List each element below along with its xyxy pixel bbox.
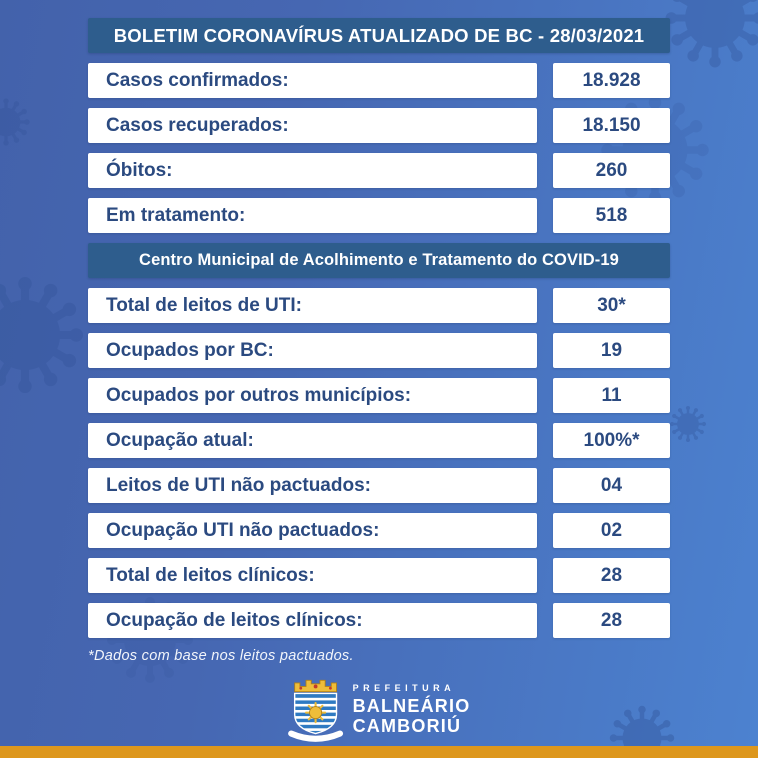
stat-row [88, 108, 670, 143]
stat-value: 02 [553, 513, 670, 548]
city-crest-icon [288, 676, 344, 744]
stat-value: 30* [553, 288, 670, 323]
stat-value: 28 [553, 603, 670, 638]
city-hall-logo-text [353, 684, 471, 736]
bulletin-panel [88, 18, 670, 664]
city-hall-logo [288, 676, 471, 744]
virus-icon [0, 277, 83, 393]
logo-city-line2: CAMBORIÚ [352, 715, 462, 736]
stat-label: Ocupados por outros municípios: [88, 378, 537, 413]
stat-row [88, 288, 670, 323]
virus-icon [0, 98, 30, 145]
stat-value: 260 [553, 153, 670, 188]
footnote: *Dados com base nos leitos pactuados. [88, 648, 354, 664]
section-title: Centro Municipal de Acolhimento e Tratamento do COVID-19 [88, 243, 670, 278]
stat-value: 18.928 [553, 63, 670, 98]
stat-row [88, 63, 670, 98]
stat-label: Óbitos: [88, 153, 537, 188]
stat-label: Em tratamento: [88, 198, 537, 233]
stat-row [88, 153, 670, 188]
stat-row [88, 378, 670, 413]
logo-city-line1: BALNEÁRIO [352, 696, 471, 717]
stat-value: 18.150 [553, 108, 670, 143]
stat-label: Casos confirmados: [88, 63, 537, 98]
stat-row [88, 558, 670, 593]
bottom-orange-stripe [0, 746, 758, 758]
stat-value: 11 [553, 378, 670, 413]
stat-row [88, 423, 670, 458]
stat-label: Casos recuperados: [88, 108, 537, 143]
virus-icon [670, 406, 706, 442]
virus-icon [666, 0, 758, 67]
stat-value: 28 [553, 558, 670, 593]
stat-value: 04 [553, 468, 670, 503]
stat-row [88, 603, 670, 638]
stat-label: Ocupados por BC: [88, 333, 537, 368]
stat-label: Total de leitos de UTI: [88, 288, 537, 323]
bulletin-title: BOLETIM CORONAVÍRUS ATUALIZADO DE BC - 28/03/2021 [88, 18, 670, 53]
logo-overline: PREFEITURA [352, 683, 456, 694]
stat-row [88, 333, 670, 368]
stat-value: 518 [553, 198, 670, 233]
stat-row [88, 198, 670, 233]
stat-value: 19 [553, 333, 670, 368]
stat-label: Ocupação atual: [88, 423, 537, 458]
stat-value: 100%* [553, 423, 670, 458]
stat-row [88, 513, 670, 548]
stat-label: Leitos de UTI não pactuados: [88, 468, 537, 503]
stat-label: Ocupação de leitos clínicos: [88, 603, 537, 638]
stat-label: Total de leitos clínicos: [88, 558, 537, 593]
stat-row [88, 468, 670, 503]
stat-label: Ocupação UTI não pactuados: [88, 513, 537, 548]
